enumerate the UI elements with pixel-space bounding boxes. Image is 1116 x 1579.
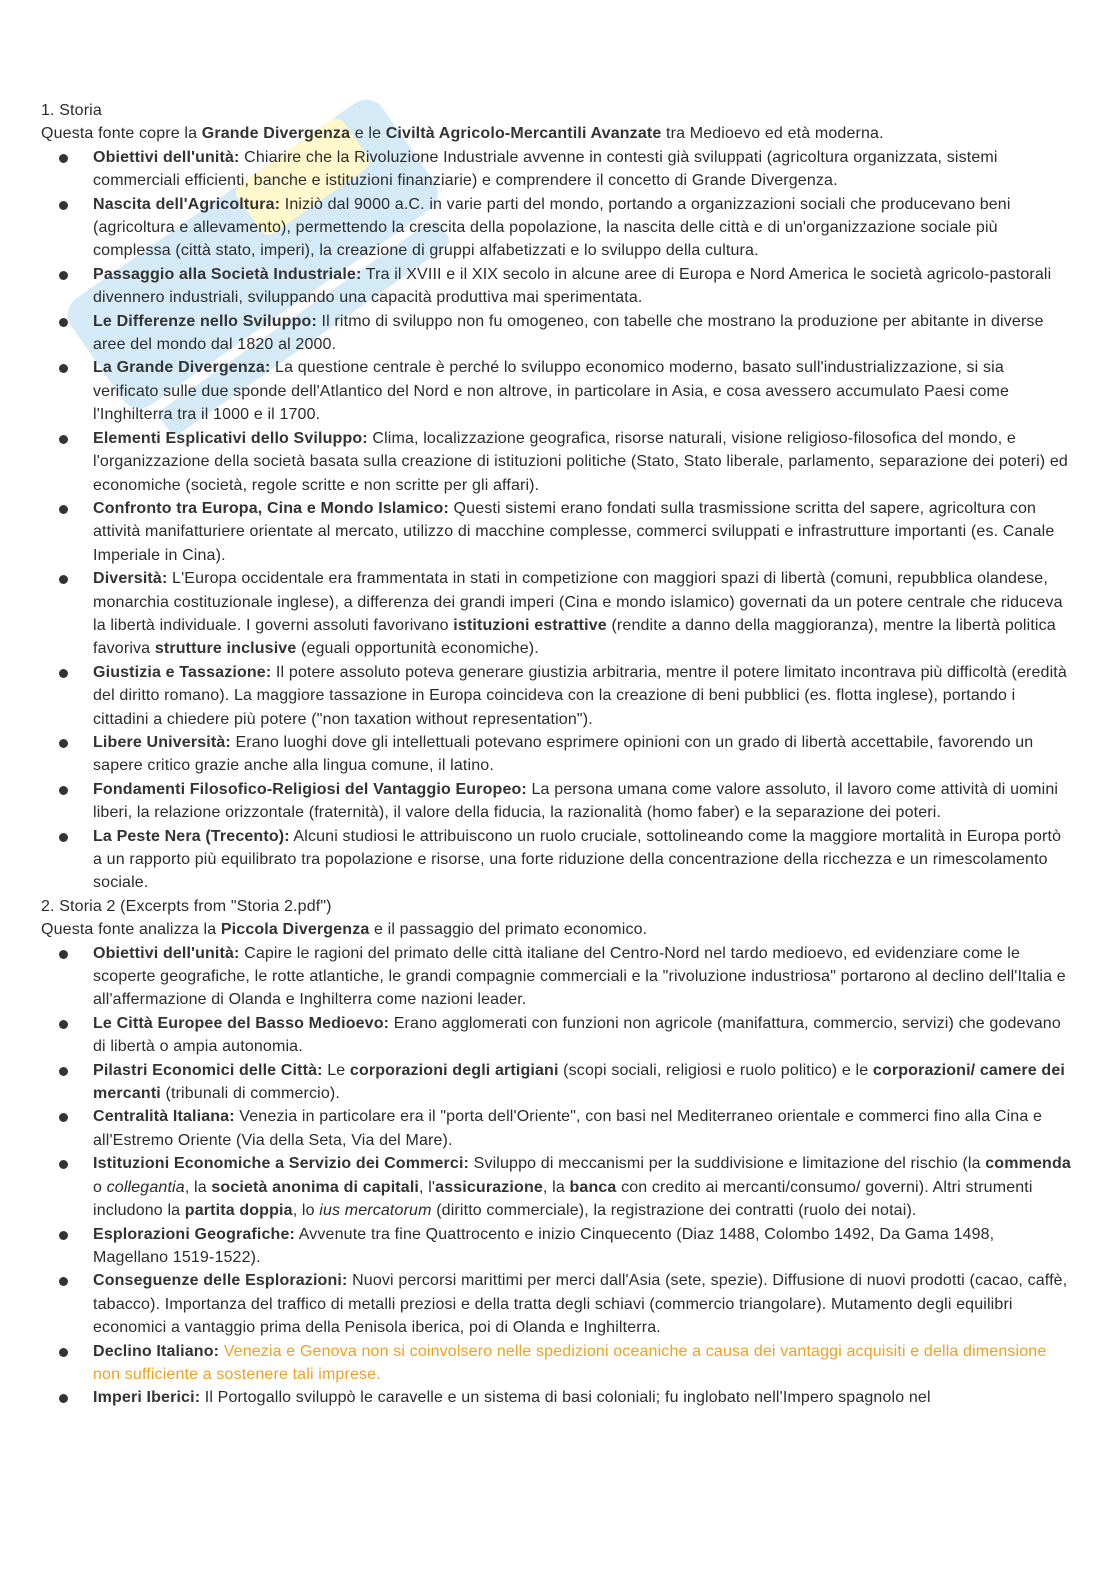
bold-text: assicurazione [435,1178,543,1196]
bullet-icon [59,739,68,748]
bold-text: Piccola Divergenza [220,921,370,939]
text-segment: (diritto commerciale), la registrazione dei contratti (ruolo dei notai). [431,1202,917,1220]
bullet-icon [59,271,68,280]
bullet-icon [59,786,68,795]
bold-text: Le Differenze nello Sviluppo: [93,312,317,330]
list-item [41,310,1071,357]
bold-text: corporazioni degli artigiani [349,1061,559,1079]
list-item [41,356,1071,426]
bullet-icon [59,364,68,373]
bold-text: Diversità: [93,570,168,588]
bullet-icon [59,1113,68,1122]
text-segment: (tribunali di commercio). [160,1085,340,1103]
document-body [41,99,1071,1410]
bold-text: Declino Italiano: [93,1342,220,1360]
italic-text: ius mercatorum [319,1202,432,1220]
text-segment: , lo [292,1202,320,1220]
bold-text: Civiltà Agricolo-Mercantili Avanzate [385,125,662,143]
text-segment: e le [350,125,386,143]
list-item [41,1152,1071,1222]
text-segment: Il ritmo di sviluppo non fu omogeneo, con tabelle che mostrano la produzione per abitante in diverse aree del mondo dal 1820 al 2000. [93,312,1044,354]
section-intro [41,122,1071,145]
bullet-list [41,942,1071,1410]
text-segment: Clima, localizzazione geografica, risorse naturali, visione religioso-filosofica del mondo, e l'organizzazione della società basata sulla creazione di istituzioni politiche (Stato, Stato liberale, parlamento, separazione dei poteri) ed economiche (società, regole scritte e non scritte per gli affari). [93,429,1068,494]
bullet-icon [59,318,68,327]
bullet-list [41,146,1071,895]
bullet-icon [59,435,68,444]
text-segment: , l' [419,1178,436,1196]
list-item [41,942,1071,1012]
text-segment: Nuovi percorsi marittimi per merci dall'Asia (sete, spezie). Diffusione di nuovi prodotti (cacao, caffè, tabacco). Importanza del traffico di metalli preziosi e della tratta degli schiavi (commercio triangolare). Mutamento degli equilibri economici a vantaggio prima della Penisola iberica, poi di Olanda e Inghilterra. [93,1272,1068,1337]
bullet-icon [59,669,68,678]
text-segment: Erano agglomerati con funzioni non agricole (manifattura, commercio, servizi) che godevano di libertà o ampia autonomia. [93,1014,1061,1056]
list-item [41,193,1071,263]
bold-text: banca [569,1178,617,1196]
bold-text: commenda [985,1155,1071,1173]
bullet-icon [59,1020,68,1029]
bullet-icon [59,1231,68,1240]
text-segment: con credito ai mercanti/consumo/ governi). Altri strumenti includono la [93,1178,1033,1220]
bold-text: Esplorazioni Geografiche: [93,1225,296,1243]
bold-text: Confronto tra Europa, Cina e Mondo Islamico: [93,499,449,517]
text-segment: (eguali opportunità economiche). [296,640,539,658]
bullet-icon [59,505,68,514]
bullet-icon [59,1277,68,1286]
text-segment: Tra il XVIII e il XIX secolo in alcune aree di Europa e Nord America le società agricolo-pastorali divennero industriali, sviluppando una capacità produttiva mai sperimentata. [93,265,1052,307]
bold-text: Le Città Europee del Basso Medioevo: [93,1014,390,1032]
section-intro [41,918,1071,941]
bold-text: Obiettivi dell'unità: [93,944,240,962]
text-segment: La questione centrale è perché lo sviluppo economico moderno, basato sull'industrializzazione, si sia verificato sulle due sponde dell'Atlantico del Nord e non altrove, in particolare in Asia, e cosa avessero accumulato Paesi come l'Inghilterra tra il 1000 e il 1700. [93,359,1010,424]
bullet-icon [59,1348,68,1357]
list-item [41,146,1071,193]
text-segment: Erano luoghi dove gli intellettuali potevano esprimere opinioni con un grado di libertà accettabile, favorendo un sapere critico grazie anche alla lingua comune, il latino. [93,733,1034,775]
list-item [41,1059,1071,1106]
text-segment: Venezia in particolare era il "porta dell'Oriente", con basi nel Mediterraneo orientale e commerci fino alla Cina e all'Estremo Oriente (Via della Seta, Via del Mare). [93,1108,1043,1149]
text-segment: e il passaggio del primato economico. [369,921,648,939]
list-item [41,731,1071,778]
section-heading: 2. Storia 2 (Excerpts from "Storia 2.pdf") [41,897,332,915]
bullet-icon [59,1160,68,1169]
text-segment: Capire le ragioni del primato delle città italiane del Centro-Nord nel tardo medioevo, ed evidenziare come le scoperte geografiche, le rotte atlantiche, le grandi compagnie commerciali e la "rivoluzione industriosa" portarono al declino dell'Italia e all'affermazione di Olanda e Inghilterra come nazioni leader. [93,944,1066,1009]
bold-text: Imperi Iberici: [93,1389,201,1407]
bold-text: Grande Divergenza [201,125,351,143]
section-heading: 1. Storia [41,102,102,119]
text-segment: Il Portogallo sviluppò le caravelle e un sistema di basi coloniali; fu inglobato nell'Impero spagnolo nel [200,1389,931,1407]
list-item [41,661,1071,731]
text-segment: o [93,1178,107,1196]
list-item [41,825,1071,895]
list-item [41,1012,1071,1059]
text-segment: Chiarire che la Rivoluzione Industriale avvenne in contesti già sviluppati (agricoltura organizzata, sistemi commerciali efficienti, banche e istituzioni finanziarie) e comprendere il concetto di Grande Divergenza. [93,148,998,190]
list-item [41,1269,1071,1339]
bullet-icon [59,1067,68,1076]
bold-text: Giustizia e Tassazione: [93,663,272,681]
bold-text: Libere Università: [93,733,231,751]
highlighted-text: Venezia e Genova non si coinvolsero nelle spedizioni oceaniche a causa dei vantaggi acquisiti e della dimensione non sufficiente a sostenere tali imprese. [93,1342,1047,1383]
bullet-icon [59,1394,68,1403]
list-item [41,1223,1071,1270]
list-item [41,263,1071,310]
list-item [41,1386,1071,1409]
bold-text: Centralità Italiana: [93,1108,235,1126]
text-segment: tra Medioevo ed età moderna. [661,125,884,143]
list-item [41,567,1071,661]
text-segment: Questi sistemi erano fondati sulla trasmissione scritta del sapere, agricoltura con attività manifatturiere orientate al mercato, utilizzo di macchine complesse, commerci sviluppati e infrastrutture importanti (es. Canale Imperiale in Cina). [93,499,1055,564]
bold-text: Elementi Esplicativi dello Sviluppo: [93,429,368,447]
bold-text: Passaggio alla Società Industriale: [93,265,362,283]
list-item [41,778,1071,825]
text-segment: L'Europa occidentale era frammentata in stati in competizione con maggiori spazi di libertà (comuni, repubblica olandese, monarchia costituzionale inglese), a differenza dei grandi imperi (Cina e mondo islamico) governati da un potere centrale che riduceva la libertà individuale. I governi assoluti favorivano [93,570,1063,634]
bold-text: Istituzioni Economiche a Servizio dei Commerci: [93,1155,470,1173]
bold-text: Conseguenze delle Esplorazioni: [93,1272,348,1290]
list-item [41,497,1071,567]
text-segment: Il potere assoluto poteva generare giustizia arbitraria, mentre il potere limitato incontrava più difficoltà (eredità del diritto romano). La maggiore tassazione in Europa coincideva con la creazione di beni pubblici (es. flotta inglese), portando i cittadini a chiedere più potere ("non taxation without representation"). [93,663,1067,728]
bold-text: Pilastri Economici delle Città: [93,1061,323,1079]
text-segment: , la [184,1178,212,1196]
bold-text: istituzioni estrattive [453,616,607,634]
bold-text: partita doppia [184,1202,293,1220]
bullet-icon [59,201,68,210]
bold-text: La Peste Nera (Trecento): [93,827,290,845]
bold-text: Obiettivi dell'unità: [93,148,240,166]
bullet-icon [59,950,68,959]
bullet-icon [59,575,68,584]
text-segment: Le [322,1061,350,1079]
bold-text: strutture inclusive [154,640,297,658]
text-segment: La persona umana come valore assoluto, il lavoro come attività di uomini liberi, la relazione orizzontale (fraternità), il valore della fiducia, la razionalità (homo faber) e la separazione dei poteri. [93,780,1059,822]
list-item [41,1340,1071,1387]
bullet-icon [59,833,68,842]
italic-text: collegantia [106,1178,185,1196]
bold-text: Fondamenti Filosofico-Religiosi del Vantaggio Europeo: [93,780,527,798]
list-item [41,427,1071,497]
text-segment: (rendite a danno della maggioranza), mentre la libertà politica favoriva [93,616,1056,658]
bold-text: società anonima di capitali [211,1178,420,1196]
bold-text: corporazioni/ camere dei mercanti [93,1061,1065,1103]
bold-text: La Grande Divergenza: [93,359,271,377]
text-segment: Alcuni studiosi le attribuiscono un ruolo cruciale, sottolineando come la maggiore mortalità in Europa portò a un rapporto più equilibrato tra popolazione e risorse, una forte riduzione della concentrazione della ricchezza e un rimescolamento sociale. [93,827,1062,892]
text-segment: (scopi sociali, religiosi e ruolo politico) e le [558,1061,873,1079]
text-segment: Questa fonte copre la [41,125,202,143]
text-segment: Questa fonte analizza la [41,921,221,939]
bullet-icon [59,154,68,163]
text-segment: Avvenute tra fine Quattrocento e inizio Cinquecento (Diaz 1488, Colombo 1492, Da Gama 1498, Magellano 1519-1522). [93,1225,995,1266]
text-segment: Sviluppo di meccanismi per la suddivisione e limitazione del rischio (la [469,1155,986,1173]
list-item [41,1105,1071,1152]
text-segment: Iniziò dal 9000 a.C. in varie parti del mondo, portando a organizzazioni sociali che producevano beni (agricoltura e allevamento), permettendo la crescita della popolazione, la nascita delle città e di un'organizzazione sociale più complessa (città stato, imperi), la creazione di gruppi alfabetizzati e lo sviluppo della cultura. [93,195,1011,260]
bold-text: Nascita dell'Agricoltura: [93,195,281,213]
text-segment: , la [542,1178,570,1196]
